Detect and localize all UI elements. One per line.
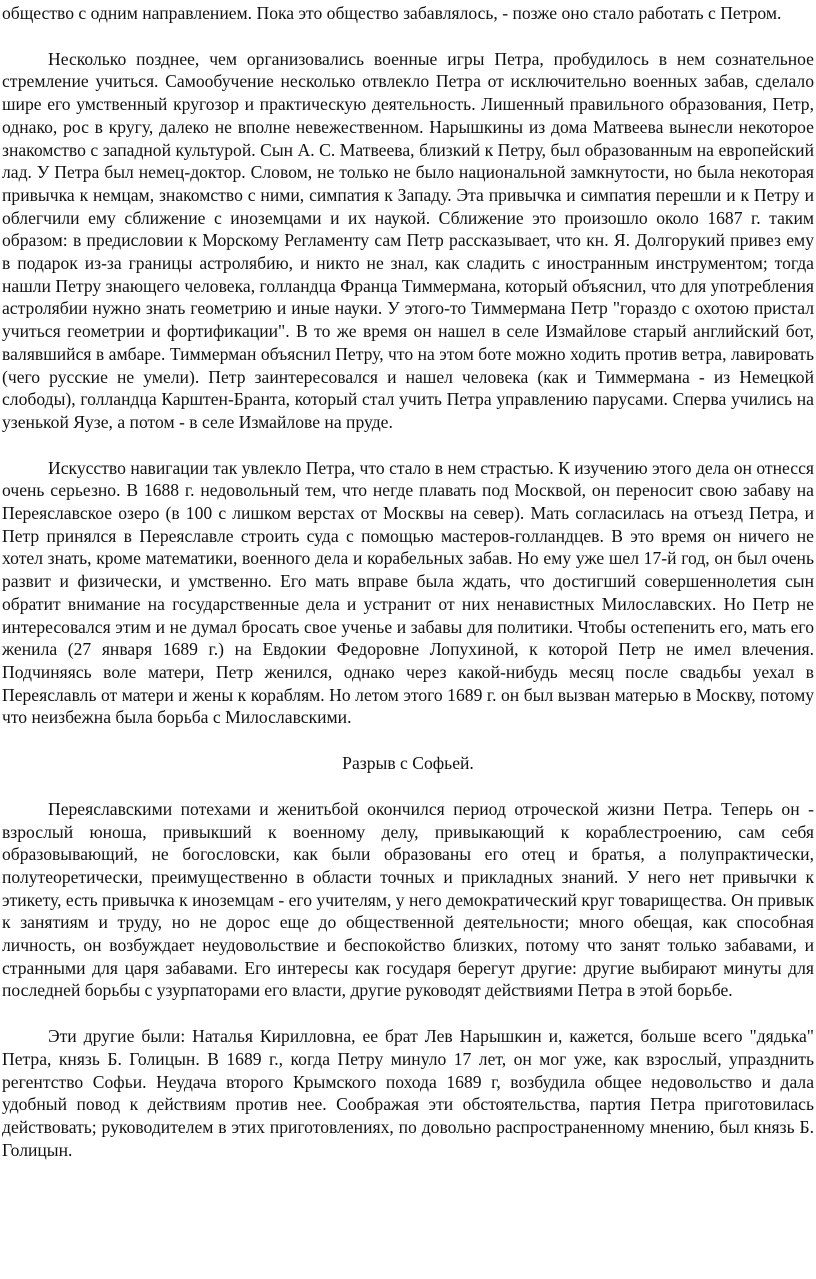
paragraph-continuation: общество с одним направлением. Пока это общество забавлялось, - позже оно стало работать с Петром. <box>2 3 782 23</box>
section-heading: Разрыв с Софьей. <box>342 753 474 774</box>
paragraph-supporters: Эти другие были: Наталья Кирилловна, ее брат Лев Нарышкин и, кажется, больше всего "дядька" Петра, князь Б. Голицын. В 1689 г., когда Петру минуло 17 лет, он мог уже, как взрослый, упразднить регентство Софьи. Неудача второго Крымского похода 1689 г, возбудила общее недовольство и дала удобный повод к действиям против нее. Соображая эти обстоятельства, партия Петра приготовилась действовать; руководителем в этих приготовлениях, по довольно распространенному мнению, был князь Б. Голицын. <box>2 1026 814 1160</box>
paragraph-self-education: Несколько позднее, чем организовались военные игры Петра, пробудилось в нем сознательное стремление учиться. Самообучение несколько отвлекло Петра от исключительно военных забав, сделало шире его умственный кругозор и практическую деятельность. Лишенный правильного образования, Петр, однако, рос в кругу, далеко не вполне невежественном. Нарышкины из дома Матвеева вынесли некоторое знакомство с западной культурой. Сын А. С. Матвеева, близкий к Петру, был образованным на европейский лад. У Петра был немец-доктор. Словом, не только не было национальной замкнутости, но была некоторая привычка к немцам, знакомство с ними, симпатия к Западу. Эта привычка и симпатия перешли и к Петру и облегчили ему сближение с иноземцами и их наукой. Сближение это произошло около 1687 г. таким образом: в предисловии к Морскому Регламенту сам Петр рассказывает, что кн. Я. Долгорукий привез ему в подарок из-за границы астролябию, и никто не знал, как сладить с иностранным инструментом; тогда нашли Петру знающего человека, голландца Франца Тиммермана, который объяснил, что для употребления астролябии нужно знать геометрию и иные науки. У этого-то Тиммермана Петр "гораздо с охотою пристал учиться геометрии и фортификации". В то же время он нашел в селе Измайлове старый английский бот, валявшийся в амбаре. Тиммерман объяснил Петру, что на этом боте можно ходить против ветра, лавировать (чего русские не умели). Петр заинтересовался и нашел человека (как и Тиммермана - из Немецкой слободы), голландца Карштен-Бранта, который стал учить Петра управлению парусами. Сперва учились на узенькой Яузе, а потом - в селе Измайлове на пруде. <box>2 48 814 432</box>
paragraph-adolescence-end: Переяславскими потехами и женитьбой окончился период отроческой жизни Петра. Теперь он - взрослый юноша, привыкший к военному делу, привыкающий к кораблестроению, сам себя образовывающий, не богословски, как были образованы его отец и братья, а полупрактически, полутеоретически, преимущественно в области точных и прикладных знаний. У него нет привычки к этикету, есть привычка к иноземцам - его учителям, у него демократический круг товарищества. Он привык к занятиям и труду, но не дорос еще до общественной деятельности; много обещая, как способная личность, он возбуждает неудовольствие и беспокойство близких, потому что занят только забавами, и странными для царя забавами. Его интересы как государя берегут другие: другие выбирают минуты для последней борьбы с узурпаторами его власти, другие руководят действиями Петра в этой борьбе. <box>2 798 814 1001</box>
paragraph-navigation: Искусство навигации так увлекло Петра, что стало в нем страстью. К изучению этого дела он отнесся очень серьезно. В 1688 г. недовольный тем, что негде плавать под Москвой, он переносит свою забаву на Переяславское озеро (в 100 с лишком верстах от Москвы на север). Мать согласилась на отъезд Петра, и Петр принялся в Переяславле строить суда с помощью мастеров-голландцев. В это время он ничего не хотел знать, кроме математики, военного дела и корабельных забав. Но ему уже шел 17-й год, он был очень развит и физически, и умственно. Его мать вправе была ждать, что достигший совершеннолетия сын обратит внимание на государственные дела и устранит от них ненавистных Милославских. Но Петр не интересовался этим и не думал бросать свое ученье и забавы для политики. Чтобы остепенить его, мать его женила (27 января 1689 г.) на Евдокии Федоровне Лопухиной, к которой Петр не имел влечения. Подчиняясь воле матери, Петр женился, однако через какой-нибудь месяц после свадьбы уехал в Переяславль от матери и жены к кораблям. Но летом этого 1689 г. он был вызван матерью в Москву, потому что неизбежна была борьба с Милославскими. <box>2 457 814 728</box>
